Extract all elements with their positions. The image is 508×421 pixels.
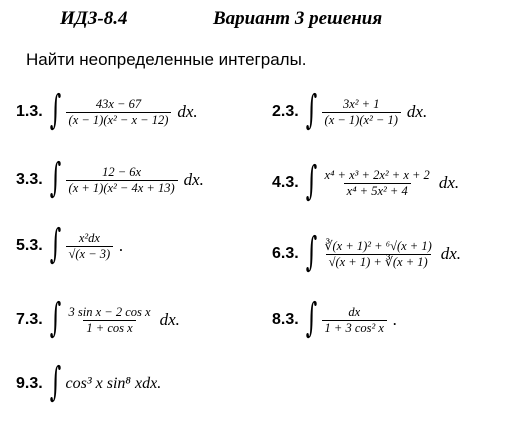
fraction (66, 165, 178, 196)
integrand-expression: cos³ x sin⁸ xdx. (65, 375, 162, 392)
instruction-text: Найти неопределенные интегралы. (26, 50, 307, 69)
problem-1-3 (16, 84, 198, 140)
problem-number: 1.3. (16, 103, 43, 120)
problem-number: 7.3. (16, 311, 43, 328)
denominator: x⁴ + 5x² + 4 (344, 183, 411, 199)
fraction (66, 97, 172, 128)
integral-sign: ∫ (305, 158, 317, 204)
problem-number: 6.3. (272, 245, 299, 262)
fraction (322, 97, 401, 128)
page-title: ИДЗ-8.4 (60, 8, 128, 29)
integral-sign: ∫ (305, 295, 317, 341)
numerator: x²dx (78, 230, 100, 245)
integral-sign: ∫ (305, 87, 317, 133)
integral-sign: ∫ (49, 155, 61, 201)
fraction (322, 168, 433, 199)
problem-number: 3.3. (16, 171, 43, 188)
numerator: ∛(x + 1)² + ⁶√(x + 1) (324, 238, 432, 253)
integral-sign: ∫ (49, 295, 61, 341)
problem-number: 8.3. (272, 311, 299, 328)
integral-sign: ∫ (49, 221, 61, 267)
numerator: dx (348, 304, 361, 319)
fraction (322, 239, 435, 270)
fraction (66, 305, 154, 336)
integral-sign: ∫ (49, 359, 61, 405)
header (0, 8, 508, 36)
problem-3-3 (16, 152, 204, 208)
problem-number: 9.3. (16, 375, 43, 392)
differential: . (119, 236, 124, 255)
denominator: 1 + cos x (83, 320, 135, 336)
differential: dx. (183, 170, 204, 189)
numerator: 43x − 67 (95, 96, 142, 111)
differential: dx. (438, 173, 460, 192)
fraction (322, 305, 387, 336)
fraction (66, 231, 114, 262)
variant-subtitle: Вариант 3 решения (213, 8, 383, 29)
numerator: 12 − 6x (102, 164, 142, 179)
problem-number: 2.3. (272, 103, 299, 120)
denominator: 1 + 3 cos² x (322, 320, 387, 336)
denominator: √(x − 3) (66, 246, 114, 262)
problem-4-3 (272, 155, 459, 211)
denominator: √(x + 1) + ∛(x + 1) (326, 254, 431, 270)
differential: . (392, 310, 398, 329)
numerator: 3x² + 1 (342, 96, 380, 111)
integral-sign: ∫ (49, 87, 61, 133)
differential: dx. (177, 102, 198, 121)
problem-2-3 (272, 84, 427, 140)
differential: dx. (440, 244, 462, 263)
problem-9-3 (16, 356, 161, 412)
differential: dx. (406, 102, 428, 121)
problem-number: 4.3. (272, 174, 299, 191)
problem-number: 5.3. (16, 237, 43, 254)
denominator: (x + 1)(x² − 4x + 13) (66, 180, 178, 196)
integral-sign: ∫ (305, 229, 317, 275)
denominator: (x − 1)(x² − 1) (322, 112, 401, 128)
problem-6-3 (272, 226, 461, 282)
problem-8-3 (272, 292, 397, 348)
numerator: x⁴ + x³ + 2x² + x + 2 (324, 167, 430, 182)
denominator: (x − 1)(x² − x − 12) (66, 112, 172, 128)
numerator: 3 sin x − 2 cos x (68, 304, 151, 319)
differential: dx. (159, 310, 180, 329)
problem-5-3 (16, 218, 123, 274)
problem-7-3 (16, 292, 180, 348)
